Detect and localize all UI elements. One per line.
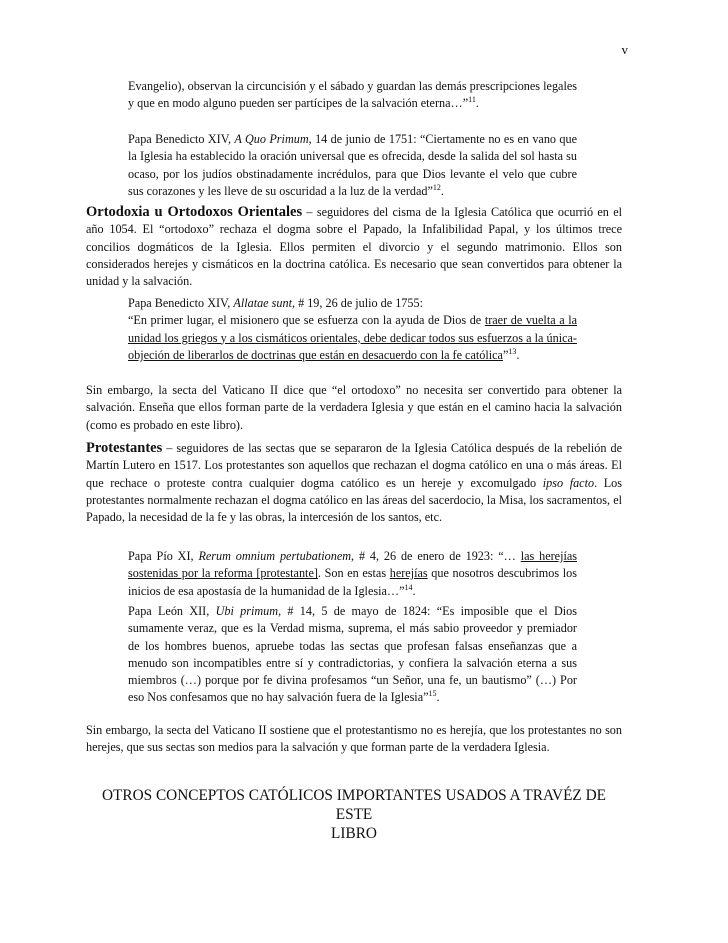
quote-punct: . (436, 690, 440, 705)
quote-source: Papa Benedicto XIV, (128, 296, 234, 310)
term-definition: – seguidores de las sectas que se separaron de la Iglesia Católica después de la rebelión de Martín Lutero en 1517. Los protestantes son aquellos que rechazan el dogma católico en una o más áreas. El que rechace o proteste contra cualquier dogma católico es un hereje y excomulgado (86, 441, 622, 490)
underlined-emphasis: traer de vuelta a la unidad los griegos y a los cismáticos orientales, debe dedicar todos sus esfuerzos a la única-objeción de liberarlos de doctrinas que están en desacuerdo con la fe católica (128, 313, 578, 362)
quote-jewish-law (128, 78, 577, 113)
quote-punct: . (440, 183, 444, 198)
underlined-emphasis-2: herejías (389, 566, 428, 581)
term-heading: Protestantes (86, 440, 163, 456)
term-definition-cont: . Los protestantes normalmente rechazan el dogma católico en las áreas del sacerdocio, la Misa, los sacramentos, el Papado, la necesidad de la fe y las obras, la intercesión de los santos, etc. (86, 475, 622, 525)
section-heading-line1: OTROS CONCEPTOS CATÓLICOS IMPORTANTES USADOS A TRAVÉZ DE ESTE (101, 787, 606, 823)
quote-body (128, 312, 577, 364)
quote-close: ” (502, 347, 509, 362)
quote-ubi-primum (128, 603, 577, 707)
quote-source: Papa León XII, (128, 604, 216, 618)
quote-source-date: , # 19, 26 de julio de 1755: (291, 296, 423, 310)
quote-text: “En primer lugar, el misionero que se esfuerza con la ayuda de Dios de (128, 313, 485, 328)
work-title: Rerum omnium pertubationem (198, 549, 352, 563)
footnote-ref: 14 (404, 582, 413, 592)
quote-text: , # 14, 5 de mayo de 1824: “Es imposible que el Dios sumamente veraz, que es la Verdad misma, suprema, el más sabio proveedor y premiador de los hombres buenos, apruebe todas las sectas que profesan falsas enseñanzas que a menudo son incompatibles entre sí y contradictorias, y confiera la salvación eterna a sus miembros (…) porque por fe divina profesamos “un Señor, una fe, un bautismo” (…) Por eso Nos confesamos que no hay salvación fuera de la Iglesia” (128, 604, 577, 705)
work-title: Allatae sunt (233, 296, 292, 310)
footnote-ref: 15 (428, 689, 437, 699)
quote-a-quo-primum (128, 131, 577, 200)
term-heading: Ortodoxia u Ortodoxos Orientales (86, 204, 303, 220)
quote-source: Papa Pío XI, (128, 549, 199, 563)
quote-punct: . (475, 96, 479, 111)
quote-rerum-omnium (128, 548, 577, 600)
paragraph-vaticano-protestantismo: Sin embargo, la secta del Vaticano II sostiene que el protestantismo no es herejía, que los protestantes no son herejes, que sus sectas son medios para la salvación y que forman parte de la verdadera Iglesia. (86, 723, 622, 755)
footnote-ref: 12 (432, 182, 441, 192)
work-title: Ubi primum (215, 604, 279, 618)
quote-text: , 14 de junio de 1751: “Ciertamente no es en vano que la Iglesia ha establecido la oración universal que es ofrecida, desde la salida del sol hasta su ocaso, por los judíos obstinadamente incrédulos, para que Dios levante el velo que cubre sus corazones y les lleve de su oscuridad a la luz de la verdad” (128, 132, 577, 198)
paragraph-vaticano-ortodoxo: Sin embargo, la secta del Vaticano II dice que “el ortodoxo” no necesita ser convertido para obtener la salvación. Enseña que ellos forman parte de la verdadera Iglesia y que están en el camino hacia la salvación (como es probado en este libro). (86, 383, 622, 432)
quote-text-cont: . Son en estas (317, 566, 390, 581)
section-heading-line2: LIBRO (331, 825, 377, 842)
page-number: v (621, 42, 628, 57)
term-definition: – seguidores del cisma de la Iglesia Católica que ocurrió en el año 1054. El “ortodoxo” rechaza el dogma sobre el Papado, la Infalibilidad Papal, y los últimos trece concilios dogmáticos de la Iglesia. Ellos permiten el divorcio y el segundo matrimonio. Ellos son considerados herejes y cismáticos en la doctrina católica. Es necesario que sean convertidos para obtener la unidad y la salvación. (86, 205, 622, 289)
section-heading (86, 786, 622, 843)
work-title: A Quo Primum (234, 132, 309, 146)
quote-text: , # 4, 26 de enero de 1923: “… (351, 549, 521, 563)
footnote-ref: 13 (508, 346, 517, 356)
quote-source-line (128, 295, 577, 312)
quote-punct: . (412, 583, 416, 598)
paragraph-ortodoxia (86, 204, 622, 290)
quote-source: Papa Benedicto XIV, (128, 132, 235, 146)
paragraph-protestantes (86, 440, 622, 526)
quote-allatae-sunt (128, 295, 577, 364)
quote-text: Evangelio), observan la circuncisión y el sábado y guardan las demás prescripciones legales y que en modo alguno pueden ser partícipes de la salvación eterna…” (128, 79, 577, 111)
underlined-emphasis: las herejías sostenidas por la reforma [protestante] (128, 549, 577, 581)
footnote-ref: 11 (468, 95, 476, 105)
latin-term: ipso facto (542, 475, 595, 490)
quote-punct: . (516, 347, 520, 362)
quote-text-end: que nosotros descubrimos los inicios de esa apostasía de la humanidad de la Iglesia…” (128, 566, 577, 598)
